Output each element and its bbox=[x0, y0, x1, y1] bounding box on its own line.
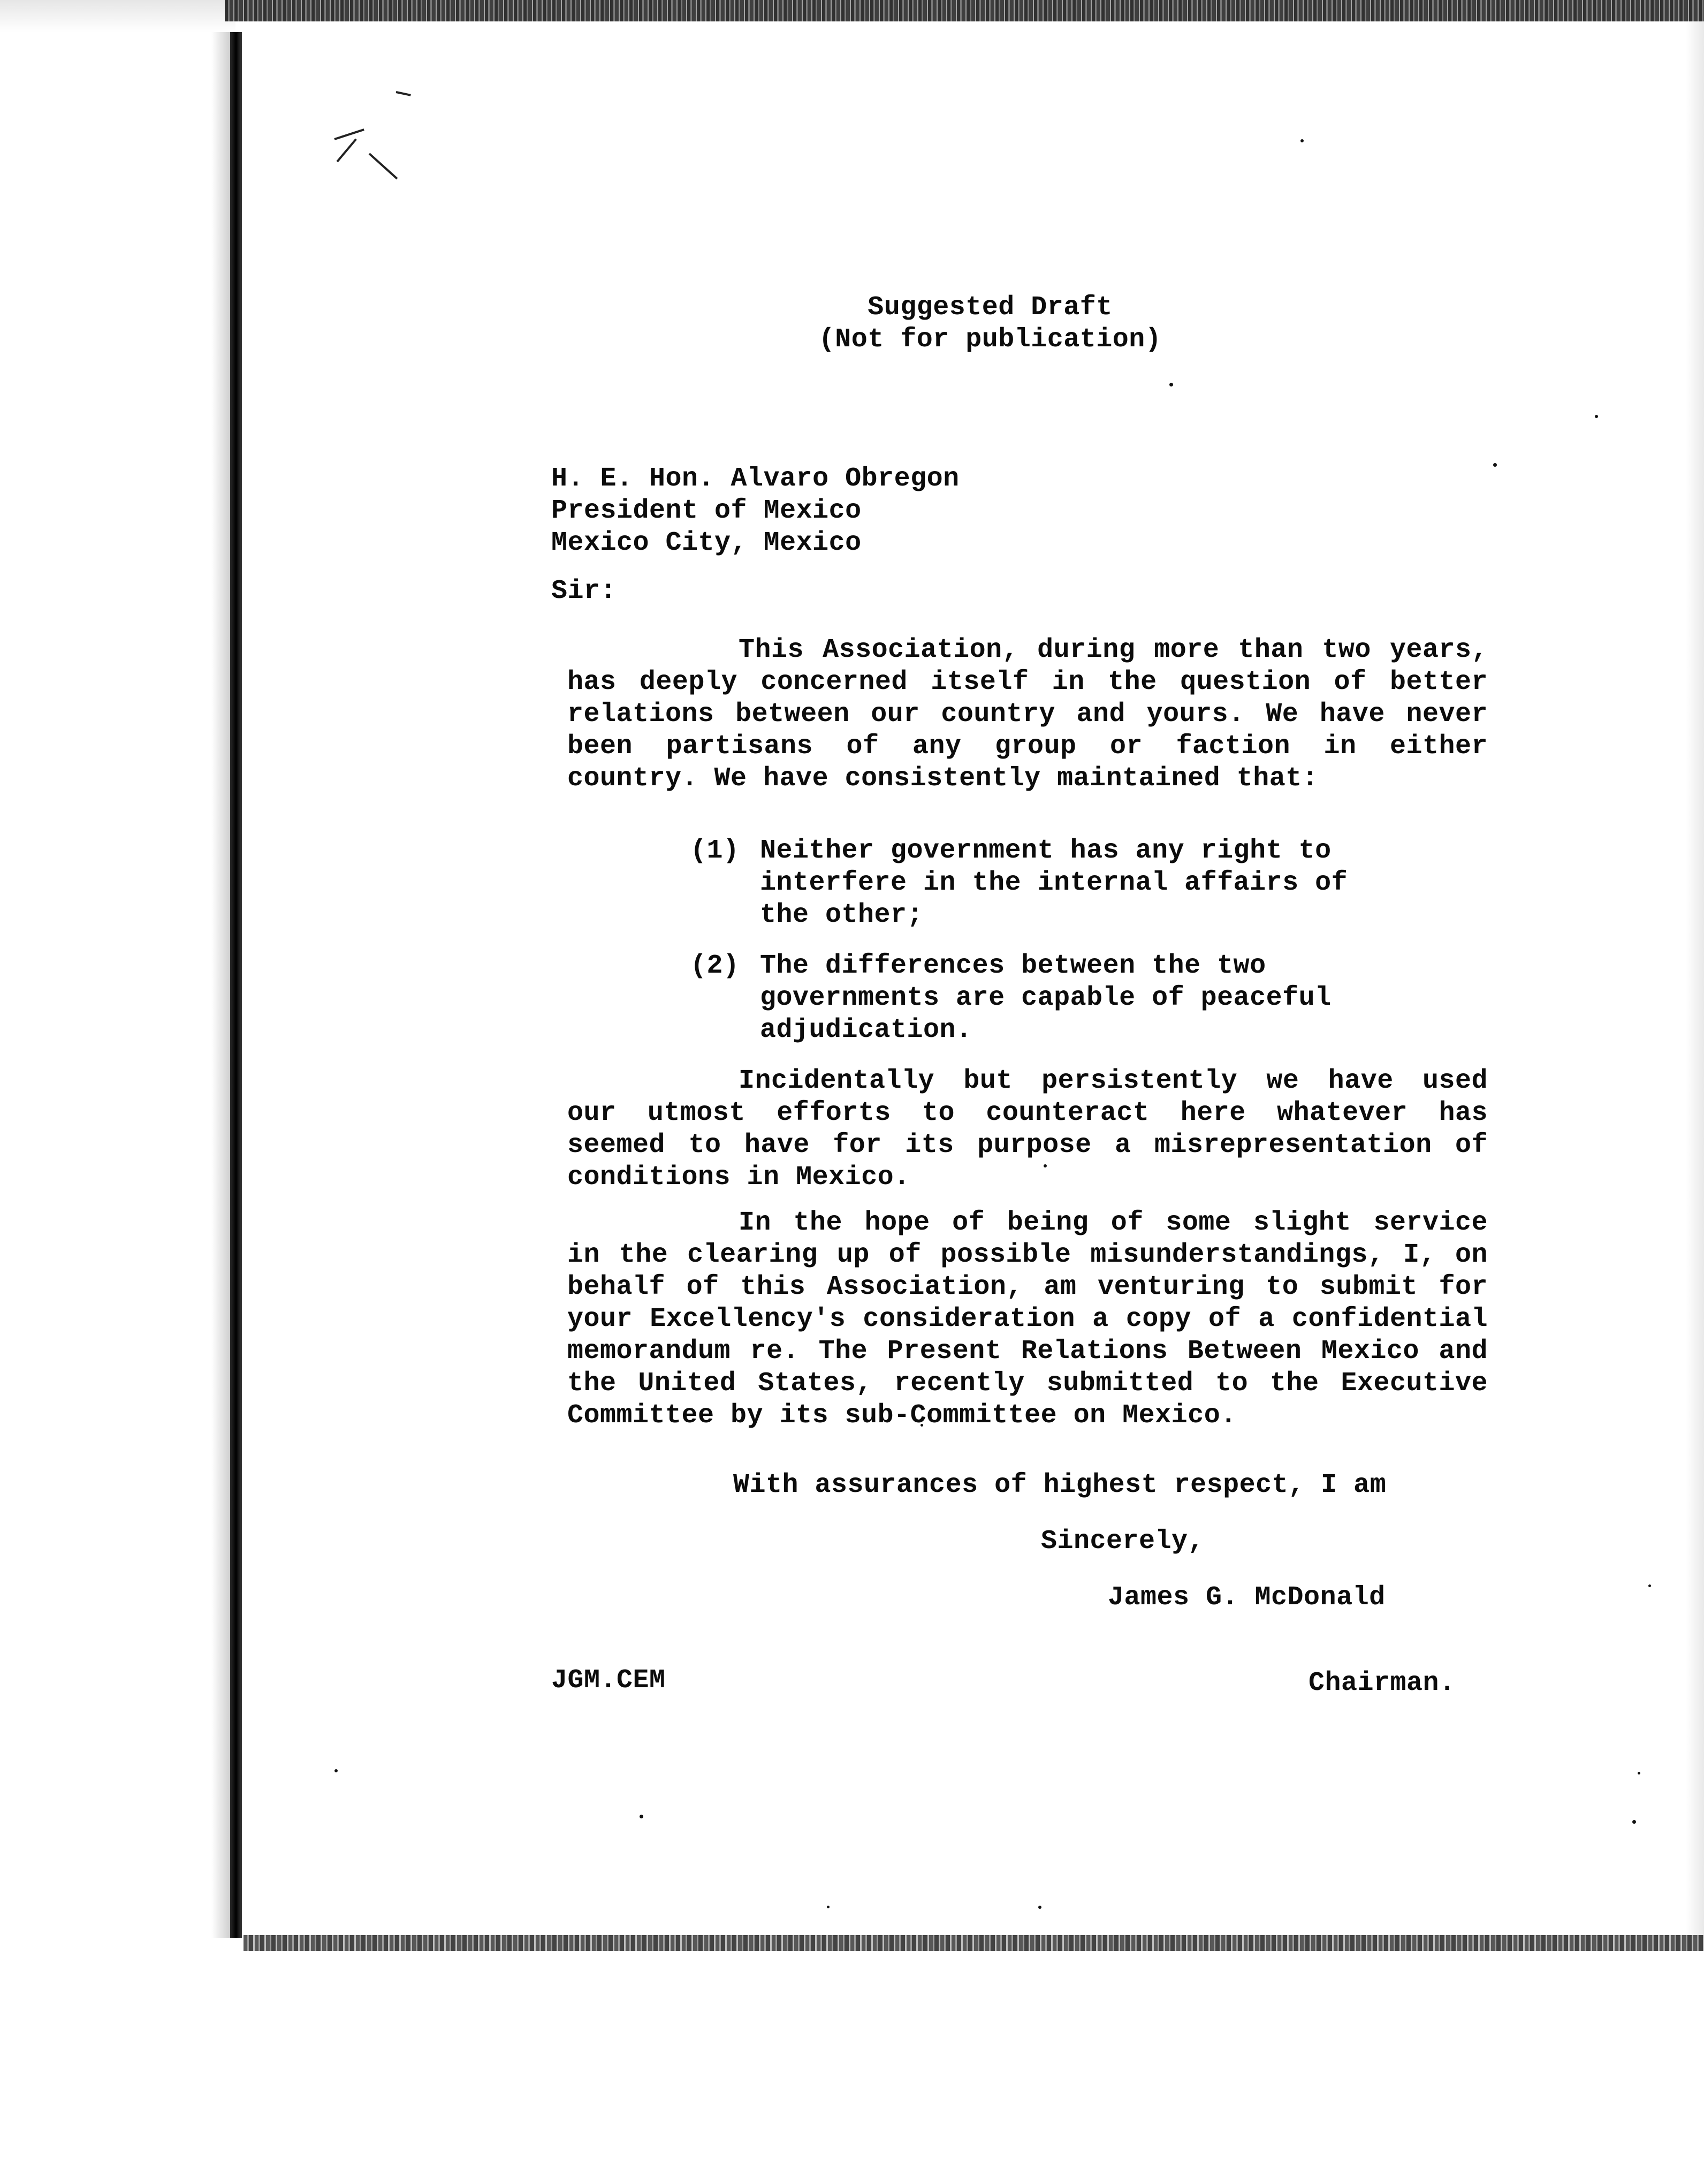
heading-line-2: (Not for publication) bbox=[818, 324, 1162, 355]
draft-heading bbox=[739, 292, 1242, 356]
list-item bbox=[690, 950, 1381, 1046]
signer-name: James G. McDonald bbox=[1108, 1582, 1386, 1613]
scan-speck bbox=[1038, 1906, 1041, 1909]
scan-mark bbox=[334, 128, 364, 140]
list-item-text: The differences between the two governments are capable of peaceful adjudication. bbox=[760, 951, 1332, 1045]
heading-line-1: Suggested Draft bbox=[868, 292, 1113, 323]
closing-line: With assurances of highest respect, I am bbox=[733, 1470, 1387, 1500]
scan-speck bbox=[1638, 1772, 1640, 1774]
typist-initials: JGM.CEM bbox=[551, 1665, 666, 1696]
salutation: Sir: bbox=[551, 576, 617, 606]
signer-title: Chairman. bbox=[1309, 1668, 1456, 1698]
list-item bbox=[690, 835, 1381, 931]
scan-edge-bottom bbox=[244, 1935, 1704, 1951]
signoff: Sincerely, bbox=[1041, 1526, 1205, 1557]
scan-speck bbox=[640, 1815, 643, 1818]
scan-speck bbox=[1300, 139, 1304, 142]
scan-speck bbox=[1648, 1584, 1651, 1587]
scan-speck bbox=[827, 1906, 830, 1908]
scan-speck bbox=[1493, 463, 1497, 467]
scan-speck bbox=[334, 1769, 338, 1772]
address-line-1: H. E. Hon. Alvaro Obregon bbox=[551, 464, 960, 494]
scan-mark bbox=[336, 139, 356, 163]
list-item-number: (1) bbox=[690, 836, 740, 866]
body-paragraph-3: In the hope of being of some slight service in the clearing up of possible misunderstandings, I, on behalf of this Association, am venturing to submit for your Excellency's consideration a copy of a confidential memorandum re. The Present Relations Between Mexico and the United States, recently submitted to the Executive Committee by its sub-Committee on Mexico. bbox=[567, 1208, 1488, 1431]
list-item-text: Neither government has any right to interfere in the internal affairs of the other; bbox=[760, 836, 1348, 930]
scan-mark bbox=[369, 153, 398, 180]
recipient-address bbox=[551, 463, 960, 559]
address-line-3: Mexico City, Mexico bbox=[551, 528, 862, 558]
address-line-2: President of Mexico bbox=[551, 496, 862, 526]
scan-edge-left bbox=[230, 32, 242, 1938]
list-item-number: (2) bbox=[690, 951, 740, 981]
scan-speck bbox=[1595, 415, 1598, 418]
scan-edge-top-left bbox=[0, 0, 235, 32]
scan-edge-top bbox=[225, 0, 1704, 21]
scan-edge-right bbox=[1686, 21, 1704, 1938]
scan-edge-left-shadow bbox=[211, 32, 230, 1938]
scan-speck bbox=[1632, 1820, 1636, 1824]
body-paragraph-1: This Association, during more than two years, has deeply concerned itself in the question of better relations between our country and yours. We have never been partisans of any group or faction in either country. We have consistently maintained that: bbox=[567, 635, 1488, 794]
body-paragraph-2: Incidentally but persistently we have used our utmost efforts to counteract here whatever has seemed to have for its purpose a misrepresentation of conditions in Mexico. bbox=[567, 1066, 1488, 1193]
scan-speck bbox=[1169, 383, 1173, 386]
scan-mark bbox=[396, 91, 411, 96]
